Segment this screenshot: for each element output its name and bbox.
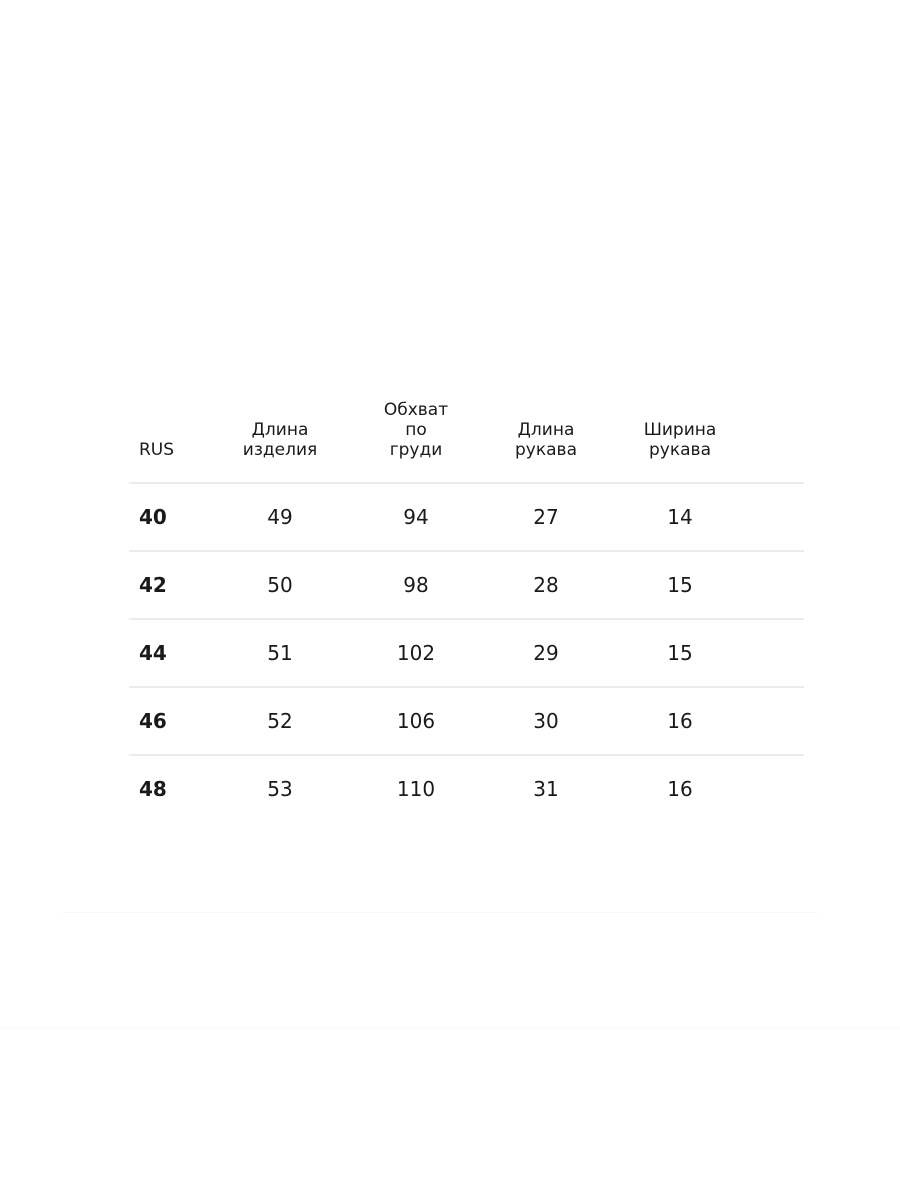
cell-sleeve-length: 31 — [533, 777, 559, 801]
cell-sleeve-width: 14 — [667, 505, 693, 529]
cell-length: 50 — [267, 573, 293, 597]
cell-length: 49 — [267, 505, 293, 529]
table-row — [129, 484, 804, 550]
cell-chest: 110 — [396, 777, 436, 801]
cell-sleeve-width: 15 — [667, 641, 693, 665]
header-sleeve-width: Ширина рукава — [643, 420, 717, 460]
cell-sleeve-length: 28 — [533, 573, 559, 597]
cell-length: 51 — [267, 641, 293, 665]
table-header-row — [129, 396, 804, 482]
cell-sleeve-width: 16 — [667, 777, 693, 801]
header-rus: RUS — [139, 440, 175, 460]
cell-sleeve-length: 29 — [533, 641, 559, 665]
cell-chest: 106 — [396, 709, 436, 733]
header-chest: Обхват по груди — [383, 400, 449, 460]
cell-sleeve-width: 15 — [667, 573, 693, 597]
table-row — [129, 552, 804, 618]
cell-size: 46 — [139, 709, 167, 733]
cell-size: 44 — [139, 641, 167, 665]
cell-size: 40 — [139, 505, 167, 529]
cell-size: 48 — [139, 777, 167, 801]
table-row — [129, 688, 804, 754]
cell-sleeve-length: 27 — [533, 505, 559, 529]
cell-size: 42 — [139, 573, 167, 597]
cell-chest: 94 — [403, 505, 429, 529]
cell-length: 53 — [267, 777, 293, 801]
faint-divider — [62, 912, 818, 913]
faint-divider — [0, 1027, 900, 1028]
cell-sleeve-length: 30 — [533, 709, 559, 733]
table-row — [129, 620, 804, 686]
cell-chest: 98 — [403, 573, 429, 597]
header-length: Длина изделия — [242, 420, 318, 460]
cell-chest: 102 — [396, 641, 436, 665]
cell-sleeve-width: 16 — [667, 709, 693, 733]
cell-length: 52 — [267, 709, 293, 733]
header-sleeve-length: Длина рукава — [515, 420, 577, 460]
size-chart-table — [129, 396, 804, 822]
table-row — [129, 756, 804, 822]
